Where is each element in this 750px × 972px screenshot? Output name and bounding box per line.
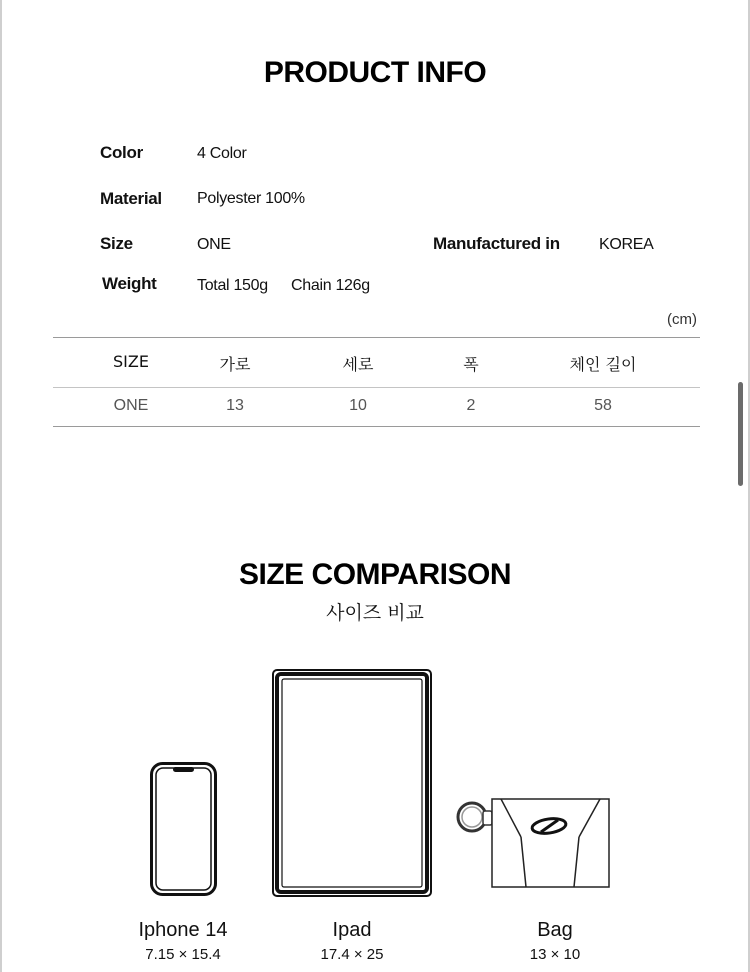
weight-chain-value: Chain 126g [291, 277, 370, 294]
iphone-dims: 7.15 × 15.4 [145, 946, 221, 963]
size-value: ONE [197, 236, 231, 253]
page-border-left [0, 0, 2, 972]
table-top-rule [53, 337, 700, 338]
table-header-size: SIZE [113, 352, 149, 371]
iphone-illustration [150, 762, 218, 896]
size-comparison-title: SIZE COMPARISON [239, 558, 511, 591]
weight-label: Weight [102, 274, 157, 293]
ipad-illustration [272, 669, 432, 897]
material-value: Polyester 100% [197, 190, 305, 207]
bag-dims: 13 × 10 [529, 946, 581, 963]
manufactured-value: KOREA [599, 236, 654, 253]
bag-illustration [455, 797, 615, 889]
table-header-depth: 폭 [463, 355, 479, 374]
bag-label: Bag [537, 919, 573, 941]
color-label: Color [100, 143, 143, 162]
color-value: 4 Color [197, 145, 247, 162]
table-header-height: 세로 [342, 355, 374, 374]
table-cell-width: 13 [226, 397, 244, 414]
table-header-chain-length: 체인 길이 [569, 355, 637, 374]
table-bottom-rule [53, 426, 700, 427]
unit-label: (cm) [667, 311, 697, 328]
iphone-label: Iphone 14 [138, 919, 228, 941]
size-comparison-subtitle: 사이즈 비교 [326, 602, 424, 624]
product-info-title: PRODUCT INFO [263, 56, 487, 89]
table-cell-size: ONE [113, 397, 149, 414]
weight-total-value: Total 150g [197, 277, 268, 294]
table-cell-chain-length: 58 [594, 397, 612, 414]
manufactured-label: Manufactured in [433, 234, 560, 253]
table-header-rule [53, 387, 700, 388]
table-cell-depth: 2 [466, 397, 476, 414]
material-label: Material [100, 189, 162, 208]
ipad-label: Ipad [332, 919, 372, 941]
size-label: Size [100, 234, 133, 253]
scrollbar-thumb[interactable] [738, 382, 743, 486]
table-header-width: 가로 [219, 355, 251, 374]
ipad-dims: 17.4 × 25 [320, 946, 384, 963]
table-cell-height: 10 [349, 397, 367, 414]
